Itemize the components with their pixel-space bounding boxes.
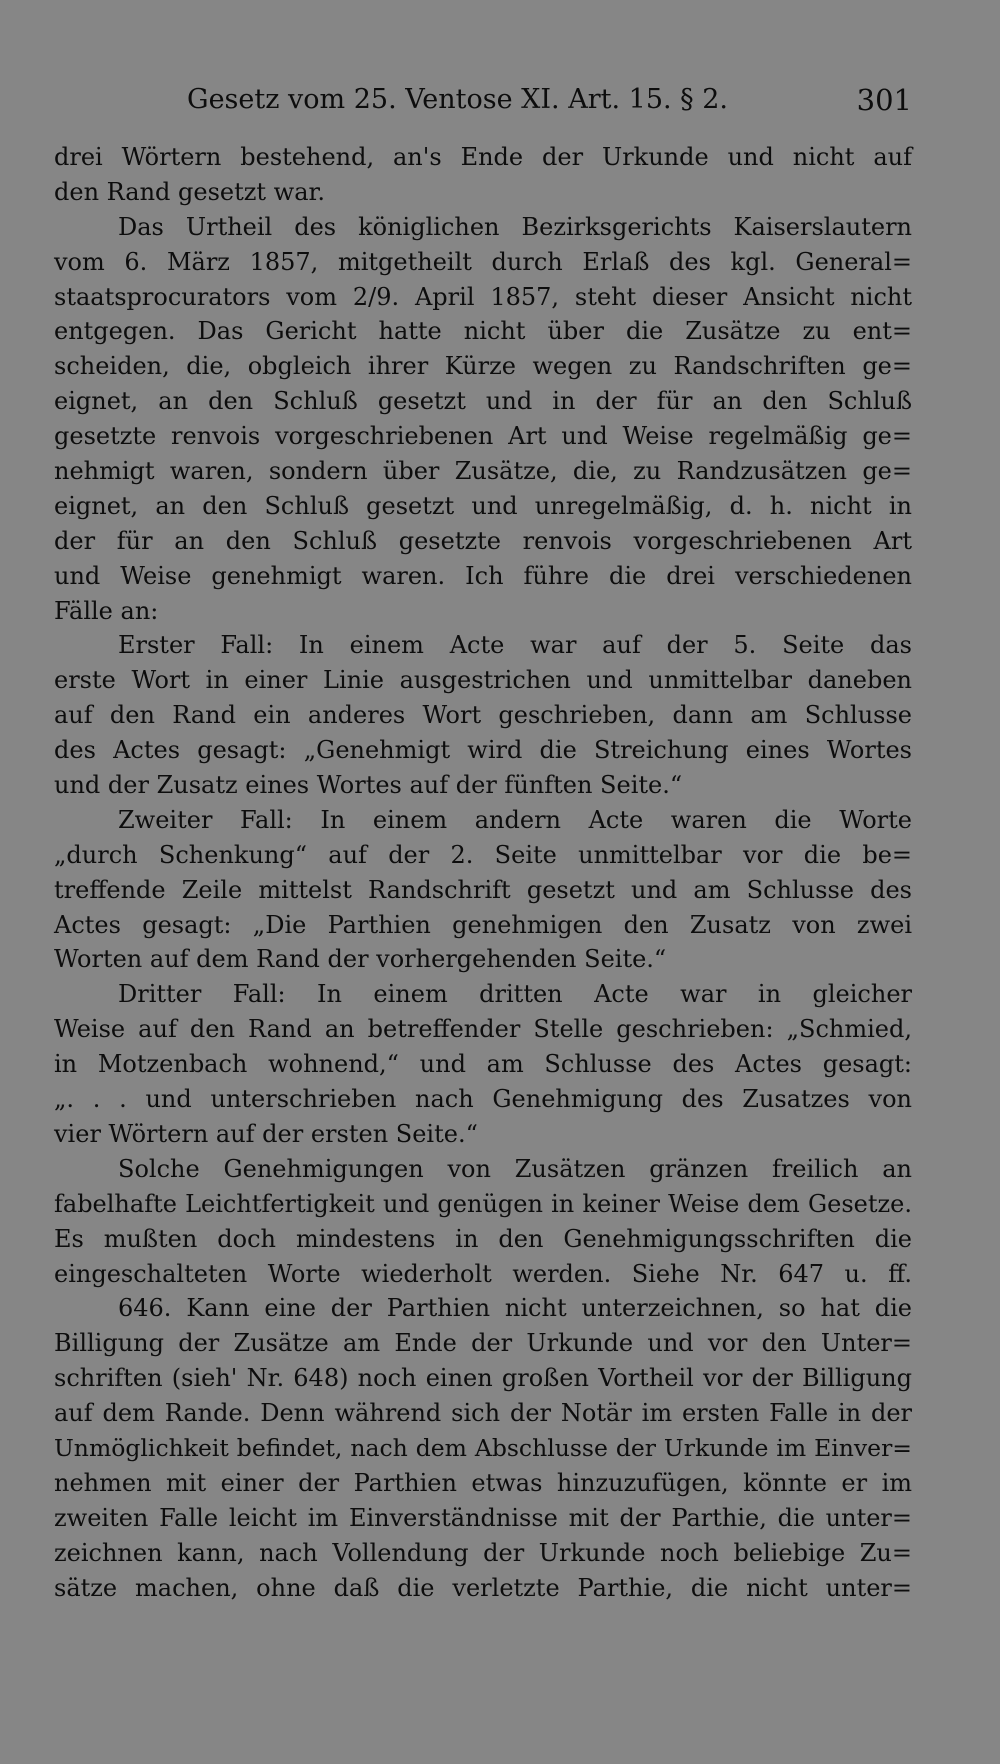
text-line: Unmöglichkeit befindet, nach dem Abschlusse der Urkunde im Einver= bbox=[54, 1433, 912, 1462]
text-line: scheiden, die, obgleich ihrer Kürze wegen zu Randschriften ge= bbox=[54, 352, 912, 381]
text-line: zeichnen kann, nach Vollendung der Urkunde noch beliebige Zu= bbox=[54, 1538, 912, 1567]
text-line: Dritter Fall: In einem dritten Acte war in gleicher bbox=[118, 980, 912, 1009]
text-line: gesetzte renvois vorgeschriebenen Art und Weise regelmäßig ge= bbox=[54, 422, 912, 451]
text-line: nehmigt waren, sondern über Zusätze, die, zu Randzusätzen ge= bbox=[54, 457, 912, 486]
text-line: fabelhafte Leichtfertigkeit und genügen in keiner Weise dem Gesetze. bbox=[54, 1189, 912, 1218]
text-line: entgegen. Das Gericht hatte nicht über die Zusätze zu ent= bbox=[54, 317, 912, 346]
text-line: eignet, an den Schluß gesetzt und unregelmäßig, d. h. nicht in bbox=[54, 491, 912, 520]
text-line: erste Wort in einer Linie ausgestrichen und unmittelbar daneben bbox=[54, 666, 912, 695]
page-header bbox=[54, 78, 912, 122]
text-line: Es mußten doch mindestens in den Genehmigungsschriften die bbox=[54, 1224, 912, 1253]
text-line: zweiten Falle leicht im Einverständnisse mit der Parthie, die unter= bbox=[54, 1503, 912, 1532]
text-line: „durch Schenkung“ auf der 2. Seite unmittelbar vor die be= bbox=[54, 840, 912, 869]
text-line: und der Zusatz eines Wortes auf der fünften Seite.“ bbox=[54, 771, 683, 800]
text-line: der für an den Schluß gesetzte renvois vorgeschriebenen Art bbox=[54, 526, 912, 555]
text-line: nehmen mit einer der Parthien etwas hinzuzufügen, könnte er im bbox=[54, 1468, 912, 1497]
text-line: den Rand gesetzt war. bbox=[54, 177, 325, 206]
text-line: und Weise genehmigt waren. Ich führe die drei verschiedenen bbox=[54, 561, 912, 590]
text-line: Billigung der Zusätze am Ende der Urkunde und vor den Unter= bbox=[54, 1329, 912, 1358]
text-line: eingeschalteten Worte wiederholt werden. Siehe Nr. 647 u. ff. bbox=[54, 1259, 912, 1288]
running-title: Gesetz vom 25. Ventose XI. Art. 15. § 2. bbox=[187, 84, 729, 115]
text-line: „. . . und unterschrieben nach Genehmigung des Zusatzes von bbox=[54, 1085, 912, 1114]
text-line: drei Wörtern bestehend, an's Ende der Urkunde und nicht auf bbox=[54, 143, 912, 171]
text-line: Worten auf dem Rand der vorhergehenden Seite.“ bbox=[54, 945, 667, 974]
text-line: eignet, an den Schluß gesetzt und in der für an den Schluß bbox=[54, 387, 912, 416]
text-line: auf dem Rande. Denn während sich der Notär im ersten Falle in der bbox=[54, 1399, 912, 1428]
text-line: treffende Zeile mittelst Randschrift gesetzt und am Schlusse des bbox=[54, 875, 912, 904]
text-line: vom 6. März 1857, mitgetheilt durch Erlaß des kgl. General= bbox=[54, 247, 912, 276]
text-line: des Actes gesagt: „Genehmigt wird die Streichung eines Wortes bbox=[54, 736, 912, 765]
text-line: staatsprocurators vom 2/9. April 1857, steht dieser Ansicht nicht bbox=[54, 282, 912, 311]
text-line: sätze machen, ohne daß die verletzte Parthie, die nicht unter= bbox=[54, 1573, 912, 1602]
text-line: Weise auf den Rand an betreffender Stelle geschrieben: „Schmied, bbox=[54, 1015, 912, 1044]
text-line: Solche Genehmigungen von Zusätzen gränzen freilich an bbox=[118, 1154, 912, 1183]
text-line: auf den Rand ein anderes Wort geschrieben, dann am Schlusse bbox=[54, 701, 912, 730]
text-line: schriften (sieh' Nr. 648) noch einen großen Vortheil vor der Billigung bbox=[54, 1364, 912, 1393]
text-line: Actes gesagt: „Die Parthien genehmigen den Zusatz von zwei bbox=[54, 910, 912, 939]
text-line: vier Wörtern auf der ersten Seite.“ bbox=[54, 1119, 478, 1148]
text-line: Zweiter Fall: In einem andern Acte waren die Worte bbox=[118, 805, 912, 834]
page-number: 301 bbox=[856, 83, 912, 117]
text-line: 646. Kann eine der Parthien nicht unterzeichnen, so hat die bbox=[118, 1294, 912, 1323]
text-line: Das Urtheil des königlichen Bezirksgerichts Kaiserslautern bbox=[118, 212, 912, 241]
text-line: Fälle an: bbox=[54, 596, 159, 625]
body-text bbox=[54, 140, 912, 1605]
text-line: in Motzenbach wohnend,“ und am Schlusse des Actes gesagt: bbox=[54, 1050, 912, 1079]
text-line: Erster Fall: In einem Acte war auf der 5. Seite das bbox=[118, 631, 912, 660]
